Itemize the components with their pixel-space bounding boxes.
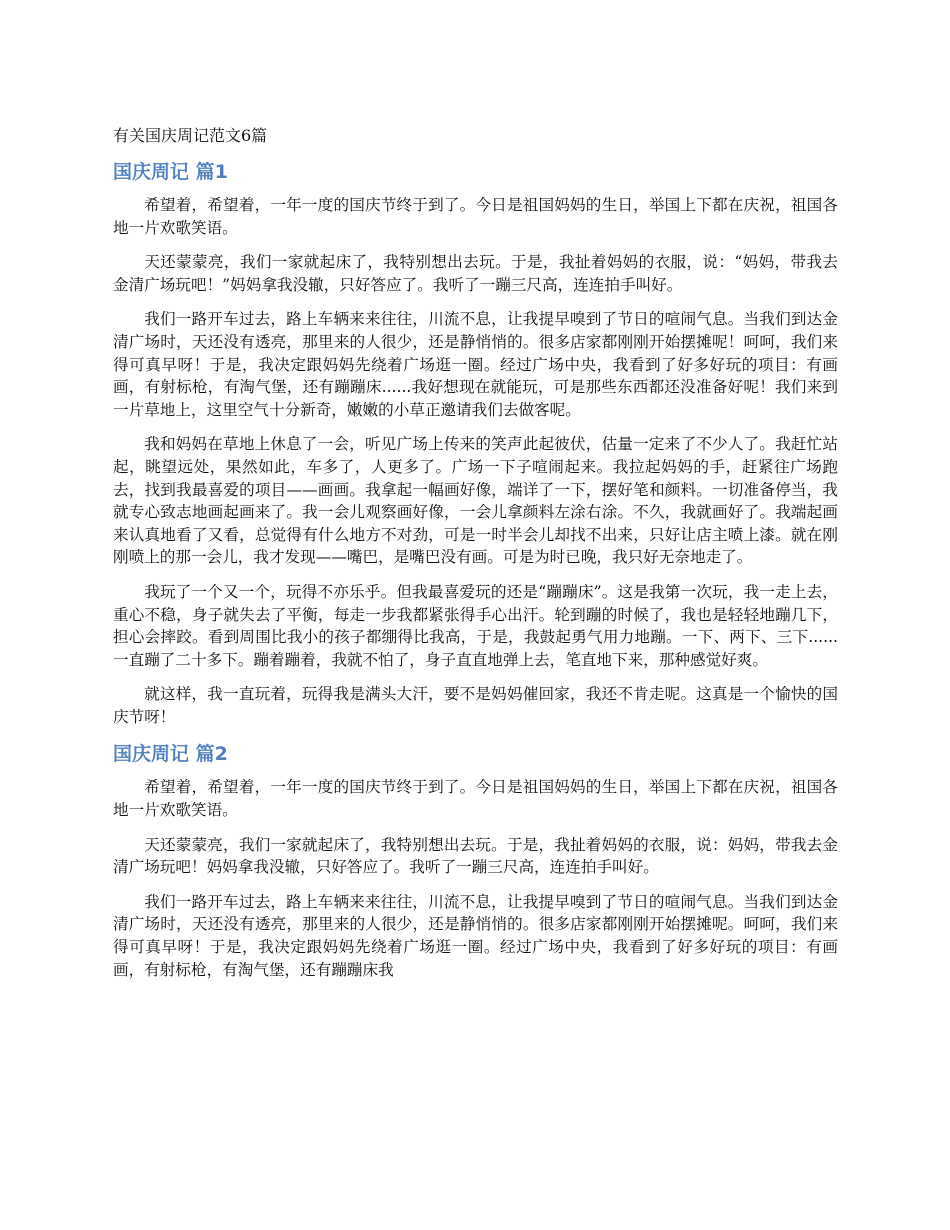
- paragraph: 我们一路开车过去，路上车辆来来往往，川流不息，让我提早嗅到了节日的喧闹气息。当我们到达金清广场时，天还没有透亮，那里来的人很少，还是静悄悄的。很多店家都刚刚开始摆摊呢。呵呵，我们来得可真早呀！于是，我决定跟妈妈先绕着广场逛一圈。经过广场中央，我看到了好多好玩的项目：有画画，有射标枪，有淘气堡，还有蹦蹦床我: [113, 892, 838, 979]
- paragraph: 希望着，希望着，一年一度的国庆节终于到了。今日是祖国妈妈的生日，举国上下都在庆祝，祖国各地一片欢歌笑语。: [113, 778, 838, 820]
- document-page: [113, 124, 838, 993]
- section-heading: 国庆周记 篇2: [113, 743, 228, 766]
- paragraph: 天还蒙蒙亮，我们一家就起床了，我特别想出去玩。于是，我扯着妈妈的衣服，说：“妈妈，带我去金清广场玩吧！”妈妈拿我没辙，只好答应了。我听了一蹦三尺高，连连拍手叫好。: [113, 253, 838, 294]
- section-heading: 国庆周记 篇1: [113, 161, 228, 183]
- paragraph: 我和妈妈在草地上休息了一会，听见广场上传来的笑声此起彼伏，估量一定来了不少人了。我赶忙站起，眺望远处，果然如此，车多了，人更多了。广场一下子喧闹起来。我拉起妈妈的手，赶紧往广场跑去，找到我最喜爱的项目——画画。我拿起一幅画好像，端详了一下，摆好笔和颜料。一切准备停当，我就专心致志地画起画来了。我一会儿观察画好像，一会儿拿颜料左涂右涂。不久，我就画好了。我端起画来认真地看了又看，总觉得有什么地方不对劲，可是一时半会儿却找不出来，只好让店主喷上漆。就在刚刚喷上的那一会儿，我才发现——嘴巴，是嘴巴没有画。可是为时已晚，我只好无奈地走了。: [113, 435, 838, 567]
- paragraph: 希望着，希望着，一年一度的国庆节终于到了。今日是祖国妈妈的生日，举国上下都在庆祝，祖国各地一片欢歌笑语。: [113, 196, 838, 237]
- paragraph: 我玩了一个又一个，玩得不亦乐乎。但我最喜爱玩的还是“蹦蹦床”。这是我第一次玩，我一走上去，重心不稳，身子就失去了平衡，每走一步我都紧张得手心出汗。轮到蹦的时候了，我也是轻轻地蹦几下，担心会摔跤。看到周围比我小的孩子都绷得比我高，于是，我鼓起勇气用力地蹦。一下、两下、三下......一直蹦了二十多下。蹦着蹦着，我就不怕了，身子直直地弹上去，笔直地下来，那种感觉好爽。: [113, 582, 838, 669]
- document-title: 有关国庆周记范文6篇: [113, 126, 268, 145]
- paragraph: 就这样，我一直玩着，玩得我是满头大汗，要不是妈妈催回家，我还不肯走呢。这真是一个愉快的国庆节呀！: [113, 685, 838, 726]
- paragraph: 天还蒙蒙亮，我们一家就起床了，我特别想出去玩。于是，我扯着妈妈的衣服，说：妈妈，带我去金清广场玩吧！妈妈拿我没辙，只好答应了。我听了一蹦三尺高，连连拍手叫好。: [113, 835, 838, 877]
- paragraph: 我们一路开车过去，路上车辆来来往往，川流不息，让我提早嗅到了节日的喧闹气息。当我们到达金清广场时，天还没有透亮，那里来的人很少，还是静悄悄的。很多店家都刚刚开始摆摊呢！呵呵，我们来得可真早呀！于是，我决定跟妈妈先绕着广场逛一圈。经过广场中央，我看到了好多好玩的项目：有画画，有射标枪，有淘气堡，还有蹦蹦床......我好想现在就能玩，可是那些东西都还没准备好呢！我们来到一片草地上，这里空气十分新奇，嫩嫩的小草正邀请我们去做客呢。: [113, 310, 838, 419]
- section-1: [113, 158, 838, 728]
- section-2: [113, 740, 838, 981]
